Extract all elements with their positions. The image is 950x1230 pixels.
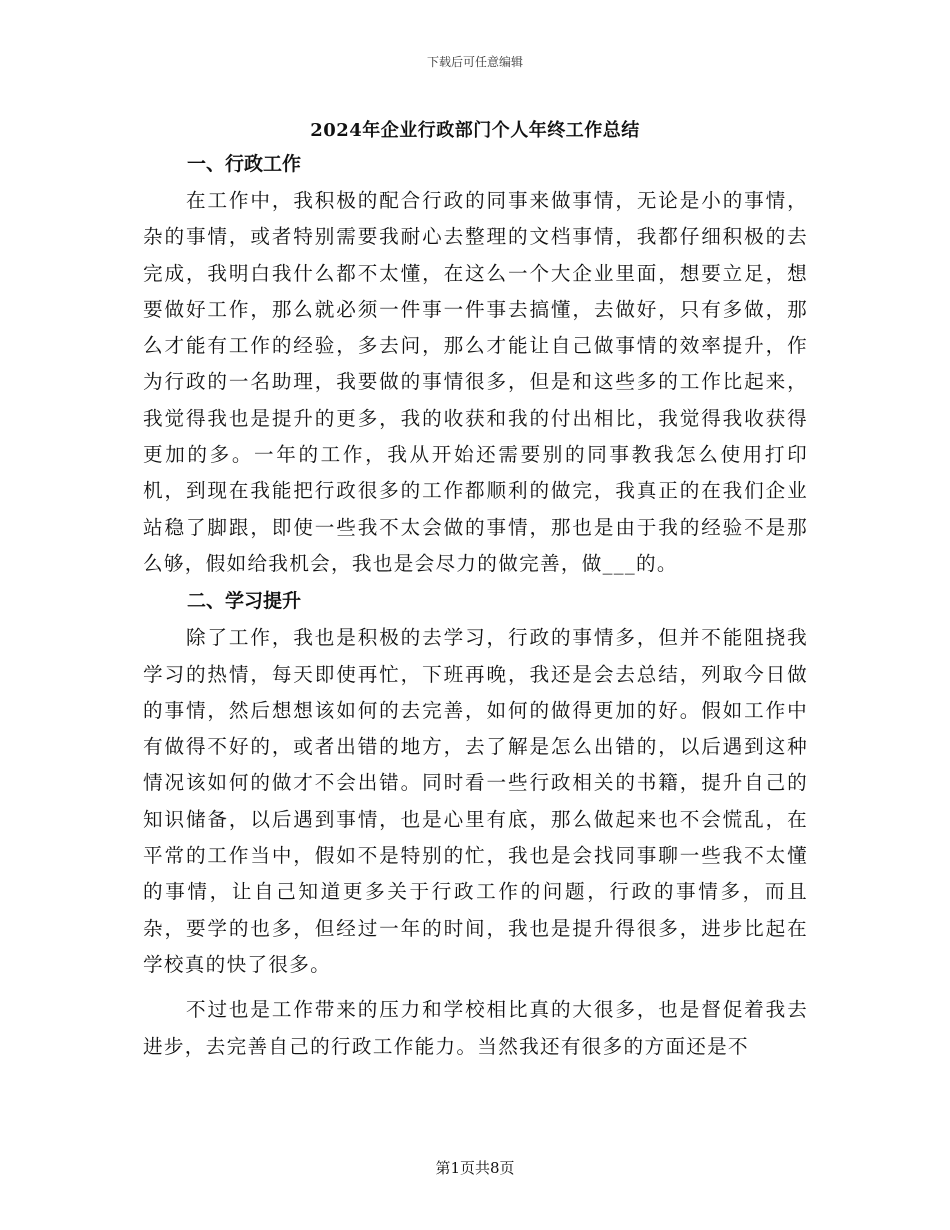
section-heading: 一、行政工作 (187, 153, 302, 175)
document-title: 2024年企业行政部门个人年终工作总结 (310, 120, 640, 141)
section-administrative-work (143, 145, 808, 582)
section-heading: 二、学习提升 (187, 590, 302, 613)
paragraph: 除了工作，我也是积极的去学习，行政的事情多，但并不能阻挠我学习的热情，每天即使再忙，下班再晚，我还是会去总结，列取今日做的事情，然后想想该如何的去完善，如何的做得更加的好。假如工作中有做得不好的，或者出错的地方，去了解是怎么出错的，以后遇到这种情况该如何的做才不会出错。同时看一些行政相关的书籍，提升自己的知识储备，以后遇到事情，也是心里有底，那么做起来也不会慌乱，在平常的工作当中，假如不是特别的忙，我也是会找同事聊一些我不太懂的事情，让自己知道更多关于行政工作的问题，行政的事情多，而且杂，要学的也多，但经过一年的时间，我也是提升得很多，进步比起在学校真的快了很多。 (143, 626, 808, 976)
paragraph: 在工作中，我积极的配合行政的同事来做事情，无论是小的事情，杂的事情，或者特别需要我耐心去整理的文档事情，我都仔细积极的去完成，我明白我什么都不太懂，在这么一个大企业里面，想要立足，想要做好工作，那么就必须一件事一件事去搞懂，去做好，只有多做，那么才能有工作的经验，多去问，那么才能让自己做事情的效率提升，作为行政的一名助理，我要做的事情很多，但是和这些多的工作比起来，我觉得我也是提升的更多，我的收获和我的付出相比，我觉得我收获得更加的多。一年的工作，我从开始还需要别的同事教我怎么使用打印机，到现在我能把行政很多的工作都顺利的做完，我真正的在我们企业站稳了脚跟，即使一些我不太会做的事情，那也是由于我的经验不是那么够，假如给我机会，我也是会尽力的做完善，做___的。 (143, 189, 808, 575)
page-footer: 第1页共8页 (435, 1159, 515, 1177)
page-header: 下载后可任意编辑 (426, 55, 523, 69)
document-body (143, 145, 808, 1065)
section-learning-improvement (143, 582, 808, 1065)
paragraph: 不过也是工作带来的压力和学校相比真的大很多，也是督促着我去进步，去完善自己的行政工作能力。当然我还有很多的方面还是不 (143, 998, 808, 1058)
